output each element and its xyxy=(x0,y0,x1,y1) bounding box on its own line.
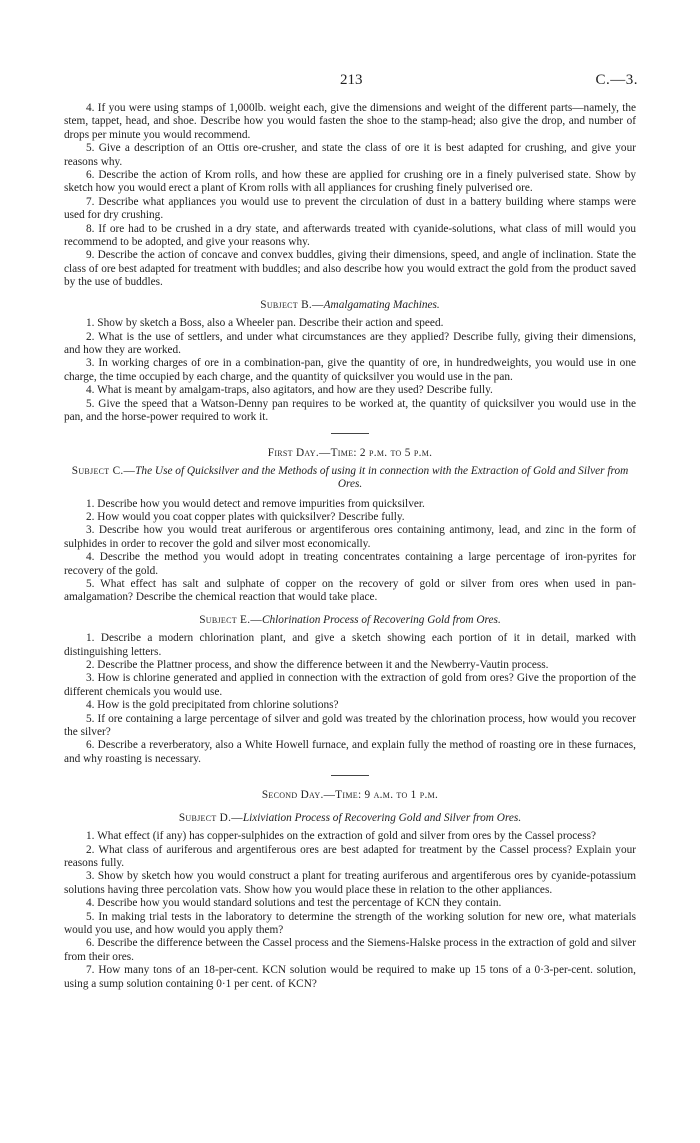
question: 3. Describe how you would treat auriferous or argentiferous ores containing antimony, lead, and zinc in the form of sulphides in order to recover the gold and silver most economically. xyxy=(64,524,636,550)
question: 4. Describe the method you would adopt in treating concentrates containing a large percentage of iron-pyrites for recovery of the gold. xyxy=(64,551,636,577)
page-content xyxy=(64,102,636,991)
question: 1. What effect (if any) has copper-sulphides on the extraction of gold and silver from ores by the Cassel process? xyxy=(86,830,597,843)
question: 6. Describe a reverberatory, also a White Howell furnace, and explain fully the method of roasting ore in these furnaces, and why roasting is necessary. xyxy=(64,739,636,765)
document-reference: C.—3. xyxy=(595,72,638,88)
question: 2. What is the use of settlers, and under what circumstances are they applied? Describe fully, giving their dimensions, and how they are worked. xyxy=(64,330,636,356)
question: 2. What class of auriferous and argentiferous ores are best adapted for treatment by the Cassel process? Explain your reasons fully. xyxy=(64,843,636,869)
question: 4. What is meant by amalgam-traps, also agitators, and how are they used? Describe fully. xyxy=(86,384,493,397)
subject-label: Subject D.— xyxy=(178,811,243,824)
question: 5. Give the speed that a Watson-Denny pan requires to be worked at, the quantity of quicksilver you would use in the pan, and the horse-power required to work it. xyxy=(64,397,636,423)
question: 3. In working charges of ore in a combination-pan, give the quantity of ore, in hundredweights, you would use in one charge, the time occupied by each charge, and the quantity of quicksilver you would use in the pan. xyxy=(64,357,636,383)
question: 2. Describe the Plattner process, and show the difference between it and the Newberry-Vautin process. xyxy=(86,659,549,672)
question: 1. Describe how you would detect and remove impurities from quicksilver. xyxy=(86,497,425,510)
question: 4. Describe how you would standard solutions and test the percentage of KCN they contain. xyxy=(86,897,502,910)
first-day-heading: First Day.—Time: 2 p.m. to 5 p.m. xyxy=(267,447,433,460)
question: 8. If ore had to be crushed in a dry state, and afterwards treated with cyanide-solutions, what class of mill would you recommend to be adopted, and give your reasons why. xyxy=(64,222,636,249)
question: 1. Describe a modern chlorination plant, and give a sketch showing each portion of it in detail, marked with distinguishing letters. xyxy=(64,632,636,658)
subject-title: The Use of Quicksilver and the Methods of using it in connection with the Extraction of Gold and Silver from Ores. xyxy=(135,464,629,491)
subject-d-heading xyxy=(64,812,636,825)
question: 3. Show by sketch how you would construct a plant for treating auriferous and argentiferous ores by cyanide-potassium solutions having three percolation vats. Show how you would place these in relation to the other appliances. xyxy=(64,870,636,896)
section-divider xyxy=(331,775,369,776)
question: 5. Give a description of an Ottis ore-crusher, and state the class of ore it is best adapted for crushing, and give your reasons why. xyxy=(64,142,636,168)
question: 7. Describe what appliances you would use to prevent the circulation of dust in a battery building where stamps were used for dry crushing. xyxy=(64,195,636,222)
page-header xyxy=(0,72,700,90)
question: 5. What effect has salt and sulphate of copper on the recovery of gold or silver from ores when used in pan-amalgamation? Describe the chemical reaction that would take place. xyxy=(64,578,636,604)
subject-title: Amalgamating Machines. xyxy=(323,298,440,311)
question: 2. How would you coat copper plates with quicksilver? Describe fully. xyxy=(86,510,405,523)
second-day-heading: Second Day.—Time: 9 a.m. to 1 p.m. xyxy=(261,789,439,802)
question: 1. Show by sketch a Boss, also a Wheeler pan. Describe their action and speed. xyxy=(86,317,444,330)
question: 5. In making trial tests in the laboratory to determine the strength of the working solution for new ore, what materials would you use, and how would you apply them? xyxy=(64,910,636,936)
subject-title: Lixiviation Process of Recovering Gold and Silver from Ores. xyxy=(242,811,522,824)
subject-label: Subject C.— xyxy=(71,464,136,477)
subject-c-heading xyxy=(64,465,636,492)
question: 6. Describe the action of Krom rolls, and how these are applied for crushing ore in a finely pulverised state. Show by sketch how you would erect a plant of Krom rolls with all appliances for crushing finely pulverised ore. xyxy=(64,169,636,195)
subject-e-questions xyxy=(64,632,636,766)
question: 5. If ore containing a large percentage of silver and gold was treated by the chlorination process, how would you recover the silver? xyxy=(64,712,636,739)
subject-c-questions xyxy=(64,498,636,605)
subject-title: Chlorination Process of Recovering Gold from Ores. xyxy=(261,613,501,626)
subject-label: Subject E.— xyxy=(199,613,262,626)
question: 4. If you were using stamps of 1,000lb. weight each, give the dimensions and weight of the different parts—namely, the stem, tappet, head, and shoe. Describe how you would fasten the shoe to the stamp-head; also give the drop, and number of drops per minute you would recommend. xyxy=(64,102,636,141)
subject-a-continuation xyxy=(64,102,636,290)
subject-b-heading xyxy=(64,299,636,312)
section-divider xyxy=(331,433,369,434)
question: 3. How is chlorine generated and applied in connection with the extraction of gold from ores? Give the proportion of the different chemicals you would use. xyxy=(64,672,636,698)
subject-b-questions xyxy=(64,317,636,424)
question: 9. Describe the action of concave and convex buddles, giving their dimensions, speed, and angle of inclination. State the class of ore best adapted for treatment with buddles; and also describe how you would extract the gold from the product saved by the use of buddles. xyxy=(64,249,636,289)
question: 6. Describe the difference between the Cassel process and the Siemens-Halske process in the extraction of gold and silver from their ores. xyxy=(64,937,636,963)
question: 7. How many tons of an 18-per-cent. KCN solution would be required to make up 15 tons of a 0·3-per-cent. solution, using a sump solution containing 0·1 per cent. of KCN? xyxy=(64,964,636,990)
subject-d-questions xyxy=(64,830,636,991)
subject-e-heading xyxy=(64,614,636,627)
subject-label: Subject B.— xyxy=(260,298,324,311)
page-number: 213 xyxy=(340,72,363,88)
question: 4. How is the gold precipitated from chlorine solutions? xyxy=(86,699,339,712)
